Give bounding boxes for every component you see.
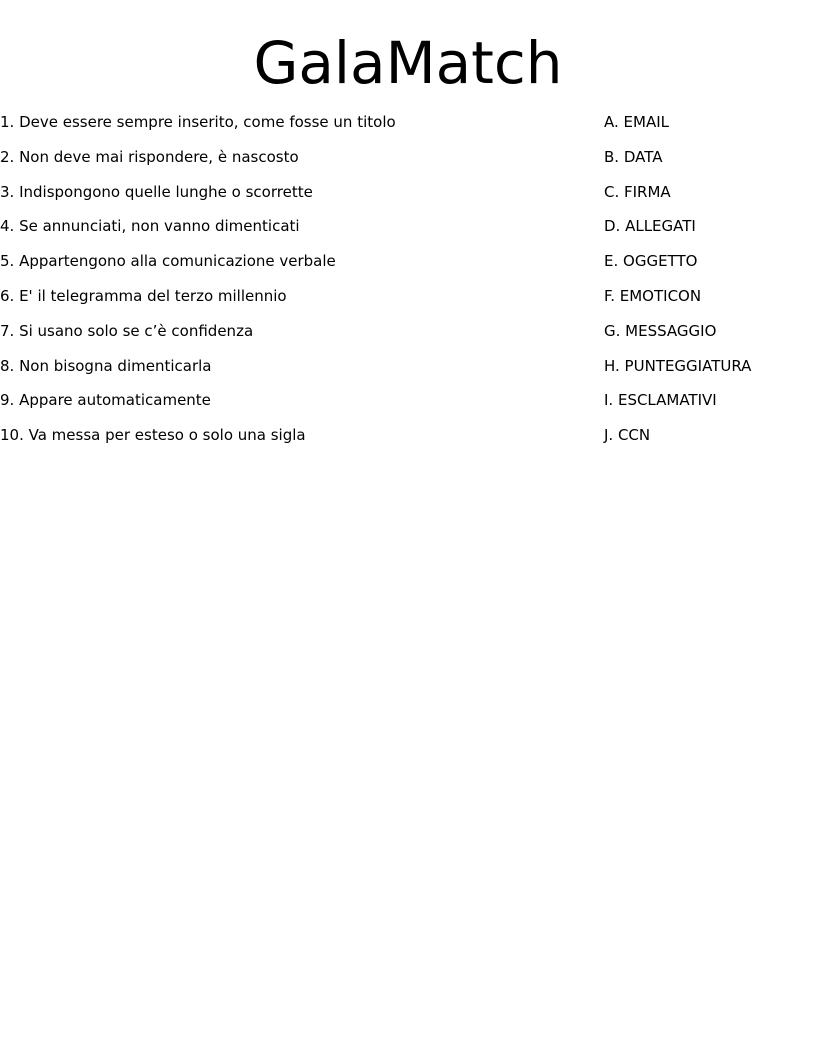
clue-item: 7. Si usano solo se c’è confidenza — [0, 321, 254, 340]
clue-item: 2. Non deve mai rispondere, è nascosto — [0, 147, 299, 166]
answer-list — [604, 110, 804, 458]
answer-item: I. ESCLAMATIVI — [604, 391, 717, 410]
clue-item: 4. Se annunciati, non vanno dimenticati — [0, 217, 300, 236]
answer-item: B. DATA — [604, 147, 663, 166]
clue-item: 1. Deve essere sempre inserito, come fosse un titolo — [0, 113, 396, 131]
clue-item: 10. Va messa per esteso o solo una sigla — [0, 426, 306, 445]
answer-item: C. FIRMA — [604, 182, 671, 201]
clue-item: 9. Appare automaticamente — [0, 391, 211, 410]
clue-item: 6. E' il telegramma del terzo millennio — [0, 286, 287, 305]
page-title: GalaMatch — [253, 29, 563, 97]
clue-item: 8. Non bisogna dimenticarla — [0, 356, 212, 375]
clue-item: 3. Indispongono quelle lunghe o scorrette — [0, 182, 313, 201]
answer-item: E. OGGETTO — [604, 252, 698, 271]
answer-item: G. MESSAGGIO — [604, 321, 717, 340]
clue-item: 5. Appartengono alla comunicazione verbale — [0, 252, 336, 271]
answer-item: H. PUNTEGGIATURA — [604, 356, 752, 375]
answer-item: J. CCN — [604, 426, 651, 445]
answer-item: D. ALLEGATI — [604, 217, 696, 236]
answer-item: A. EMAIL — [604, 113, 669, 131]
answer-item: F. EMOTICON — [604, 286, 702, 305]
clue-list — [0, 110, 560, 458]
